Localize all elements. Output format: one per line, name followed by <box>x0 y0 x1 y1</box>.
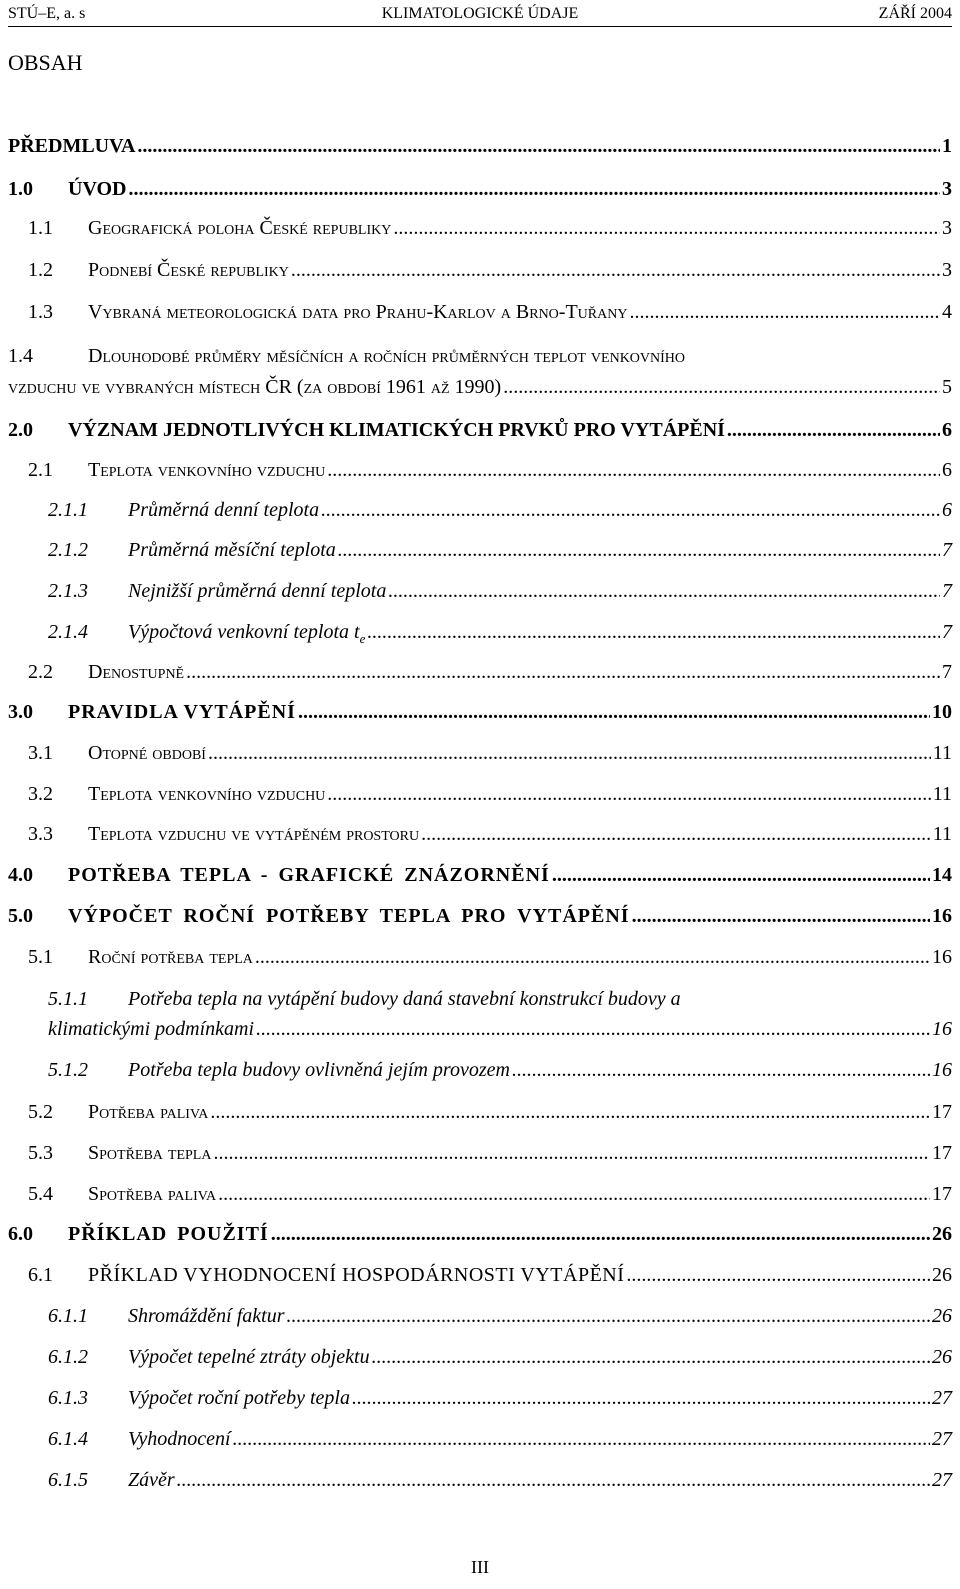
toc-entry-title-line1: Potřeba tepla na vytápění budovy daná stavební konstrukcí budovy a <box>128 988 681 1010</box>
toc-entry-page: 6 <box>942 459 952 481</box>
toc-entry-6-1-4[interactable] <box>0 1426 960 1454</box>
toc-entry-page: 10 <box>932 701 952 723</box>
toc-entry-2-1-4[interactable] <box>0 619 960 647</box>
toc-entry-2-1-1[interactable] <box>0 497 960 525</box>
toc-entry-2-1-2[interactable] <box>0 537 960 565</box>
toc-entry-page: 7 <box>942 621 952 643</box>
toc-heading: OBSAH <box>8 50 83 75</box>
toc-entry-page: 17 <box>932 1101 952 1123</box>
toc-entry-title: Denostupně <box>88 661 185 683</box>
toc-entry-number: 1.3 <box>28 301 53 323</box>
toc-entry-number: 2.2 <box>28 661 53 683</box>
toc-entry-5-1-1-cont[interactable] <box>0 1016 960 1044</box>
toc-entry-number: 1.4 <box>8 345 33 367</box>
toc-entry-3-2[interactable] <box>0 781 960 809</box>
toc-entry-title: Výpočet roční potřeby tepla <box>128 1387 350 1409</box>
toc-entry-5-3[interactable] <box>0 1140 960 1168</box>
toc-entry-title: PŘÍKLAD VYHODNOCENÍ HOSPODÁRNOSTI VYTÁPĚNÍ <box>88 1264 625 1286</box>
toc-entry-title: Průměrná měsíční teplota <box>128 539 336 561</box>
toc-entry-3-3[interactable] <box>0 821 960 849</box>
toc-entry-title: Spotřeba tepla <box>88 1142 212 1164</box>
toc-entry-title: Výpočtová venkovní teplota $t_e$ <box>128 621 366 646</box>
toc-entry-number: 3.0 <box>8 701 33 723</box>
toc-entry-2-1-3[interactable] <box>0 578 960 606</box>
toc-entry-title: Vyhodnocení <box>128 1428 231 1450</box>
toc-entry-page: 16 <box>932 946 952 968</box>
toc-entry-page: 6 <box>942 419 952 441</box>
toc-entry-2-2[interactable] <box>0 659 960 687</box>
toc-entry-title: Závěr <box>128 1469 175 1491</box>
toc-entry-page: 16 <box>932 905 952 927</box>
toc-entry-page: 16 <box>932 1059 952 1081</box>
page-header <box>8 2 952 27</box>
toc-entry-title: Teplota vzduchu ve vytápěném prostoru <box>88 823 420 845</box>
toc-entry-4-0[interactable] <box>0 862 960 890</box>
toc-entry-title: Podnebí České republiky <box>88 259 289 281</box>
toc-entry-title-line1: Dlouhodobé průměry měsíčních a ročních průměrných teplot venkovního <box>88 345 686 367</box>
toc-entry-title-line2: klimatickými podmínkami <box>48 1018 255 1040</box>
toc-entry-page: 4 <box>942 301 952 323</box>
toc-entry-1-3[interactable] <box>0 299 960 327</box>
toc-entry-page: 27 <box>932 1387 952 1409</box>
toc-entry-title: Teplota venkovního vzduchu <box>88 783 326 805</box>
toc-entry-number: 4.0 <box>8 864 33 886</box>
toc-entry-title: Výpočet tepelné ztráty objektu <box>128 1346 370 1368</box>
toc-entry-page: 11 <box>932 783 952 805</box>
toc-entry-6-1[interactable] <box>0 1262 960 1290</box>
toc-entry-number: 2.1.1 <box>48 499 88 521</box>
toc-entry-title: Shromáždění faktur <box>128 1305 285 1327</box>
toc-entry-5-4[interactable] <box>0 1181 960 1209</box>
toc-entry-number: 1.0 <box>8 178 33 200</box>
toc-entry-page: 3 <box>942 178 952 200</box>
toc-entry-title: POTŘEBA TEPLA - GRAFICKÉ ZNÁZORNĚNÍ <box>68 864 550 886</box>
toc-entry-page: 27 <box>932 1428 952 1450</box>
toc-entry-1-4-cont[interactable] <box>0 374 960 402</box>
toc-entry-number: 3.1 <box>28 742 53 764</box>
toc-entry-2-0[interactable] <box>0 417 960 445</box>
toc-entry-number: 6.1.5 <box>48 1469 88 1491</box>
toc-entry-1-1[interactable] <box>0 215 960 243</box>
toc-entry-number: 6.1 <box>28 1264 53 1286</box>
toc-entry-page: 26 <box>932 1305 952 1327</box>
toc-entry-title: Otopné období <box>88 742 206 764</box>
toc-entry-5-0[interactable] <box>0 903 960 931</box>
toc-entry-2-1[interactable] <box>0 457 960 485</box>
toc-entry-5-2[interactable] <box>0 1099 960 1127</box>
toc-entry-page: 17 <box>932 1142 952 1164</box>
toc-entry-5-1[interactable] <box>0 944 960 972</box>
toc-entry-1-4[interactable] <box>0 343 960 371</box>
toc-entry-title: Potřeba paliva <box>88 1101 209 1123</box>
toc-entry-6-1-2[interactable] <box>0 1344 960 1372</box>
toc-entry-6-1-1[interactable] <box>0 1303 960 1331</box>
toc-entry-predmluva[interactable] <box>0 133 960 161</box>
toc-entry-number: 5.4 <box>28 1183 53 1205</box>
toc-entry-title: Vybraná meteorologická data pro Prahu-Karlov a Brno-Tuřany <box>88 301 628 323</box>
toc-entry-number: 6.1.2 <box>48 1346 88 1368</box>
toc-entry-page: 14 <box>932 864 952 886</box>
toc-entry-1-0[interactable] <box>0 176 960 204</box>
toc-entry-number: 3.2 <box>28 783 53 805</box>
toc-entry-page: 17 <box>932 1183 952 1205</box>
toc-entry-page: 3 <box>942 217 952 239</box>
toc-entry-number: 6.1.3 <box>48 1387 88 1409</box>
toc-entry-number: 2.1.2 <box>48 539 88 561</box>
toc-entry-page: 26 <box>932 1264 952 1286</box>
toc-entry-6-0[interactable] <box>0 1221 960 1249</box>
toc-entry-title: Průměrná denní teplota <box>128 499 320 521</box>
toc-entry-number: 1.2 <box>28 259 53 281</box>
toc-entry-number: 6.0 <box>8 1223 33 1245</box>
toc-entry-title: PŘÍKLAD POUŽITÍ <box>68 1223 269 1245</box>
toc-entry-number: 5.0 <box>8 905 33 927</box>
toc-entry-number: 6.1.1 <box>48 1305 88 1327</box>
toc-entry-title: PRAVIDLA VYTÁPĚNÍ <box>68 701 296 723</box>
toc-entry-number: 5.2 <box>28 1101 53 1123</box>
toc-entry-title: Spotřeba paliva <box>88 1183 217 1205</box>
toc-entry-title: Teplota venkovního vzduchu <box>88 459 326 481</box>
toc-entry-page: 26 <box>932 1346 952 1368</box>
subscript: e <box>359 631 366 646</box>
toc-entry-page: 5 <box>942 376 952 398</box>
toc-entry-6-1-3[interactable] <box>0 1385 960 1413</box>
toc-entry-number: 5.1.1 <box>48 988 88 1010</box>
toc-entry-number: 5.1.2 <box>48 1059 88 1081</box>
header-title: KLIMATOLOGICKÉ ÚDAJE <box>381 5 579 22</box>
toc-entry-page: 7 <box>942 539 952 561</box>
toc-entry-title: Roční potřeba tepla <box>88 946 253 968</box>
toc-entry-number: 2.1.4 <box>48 621 88 643</box>
toc-entry-title: ÚVOD <box>68 178 127 200</box>
toc-entry-number: 2.1 <box>28 459 53 481</box>
toc-entry-5-1-1[interactable] <box>0 986 960 1014</box>
toc-entry-title: VÝPOČET ROČNÍ POTŘEBY TEPLA PRO VYTÁPĚNÍ <box>68 905 630 927</box>
toc-entry-page: 11 <box>932 742 952 764</box>
toc-entry-title-line2: vzduchu ve vybraných místech ČR (za období 1961 až 1990) <box>8 376 502 398</box>
toc-entry-title: PŘEDMLUVA <box>8 135 136 157</box>
toc-entry-page: 7 <box>942 661 952 683</box>
toc-entry-5-1-2[interactable] <box>0 1057 960 1085</box>
page-number: III <box>471 1557 489 1577</box>
toc-entry-page: 3 <box>942 259 952 281</box>
toc-entry-title: VÝZNAM JEDNOTLIVÝCH KLIMATICKÝCH PRVKŮ PRO VYTÁPĚNÍ <box>68 419 725 441</box>
toc-entry-page: 6 <box>942 499 952 521</box>
toc-entry-page: 26 <box>932 1223 952 1245</box>
toc-entry-title: Nejnižší průměrná denní teplota <box>128 580 387 602</box>
toc-entry-number: 2.1.3 <box>48 580 88 602</box>
toc-entry-title: Geografická poloha České republiky <box>88 217 392 239</box>
toc-entry-1-2[interactable] <box>0 257 960 285</box>
header-company: STÚ–E, a. s <box>8 5 86 22</box>
toc-entry-page: 7 <box>942 580 952 602</box>
toc-entry-page: 1 <box>942 135 952 157</box>
toc-entry-number: 5.3 <box>28 1142 53 1164</box>
toc-entry-number: 6.1.4 <box>48 1428 88 1450</box>
toc-entry-title: Potřeba tepla budovy ovlivněná jejím provozem <box>128 1059 510 1081</box>
header-date: ZÁŘÍ 2004 <box>878 5 952 22</box>
toc-entry-number: 2.0 <box>8 419 33 441</box>
toc-entry-3-0[interactable] <box>0 699 960 727</box>
toc-entry-page: 11 <box>932 823 952 845</box>
toc-entry-number: 1.1 <box>28 217 53 239</box>
toc-entry-number: 5.1 <box>28 946 53 968</box>
toc-entry-number: 3.3 <box>28 823 53 845</box>
toc-entry-3-1[interactable] <box>0 740 960 768</box>
toc-entry-6-1-5[interactable] <box>0 1467 960 1495</box>
toc-entry-page: 27 <box>932 1469 952 1491</box>
toc-entry-page: 16 <box>932 1018 952 1040</box>
